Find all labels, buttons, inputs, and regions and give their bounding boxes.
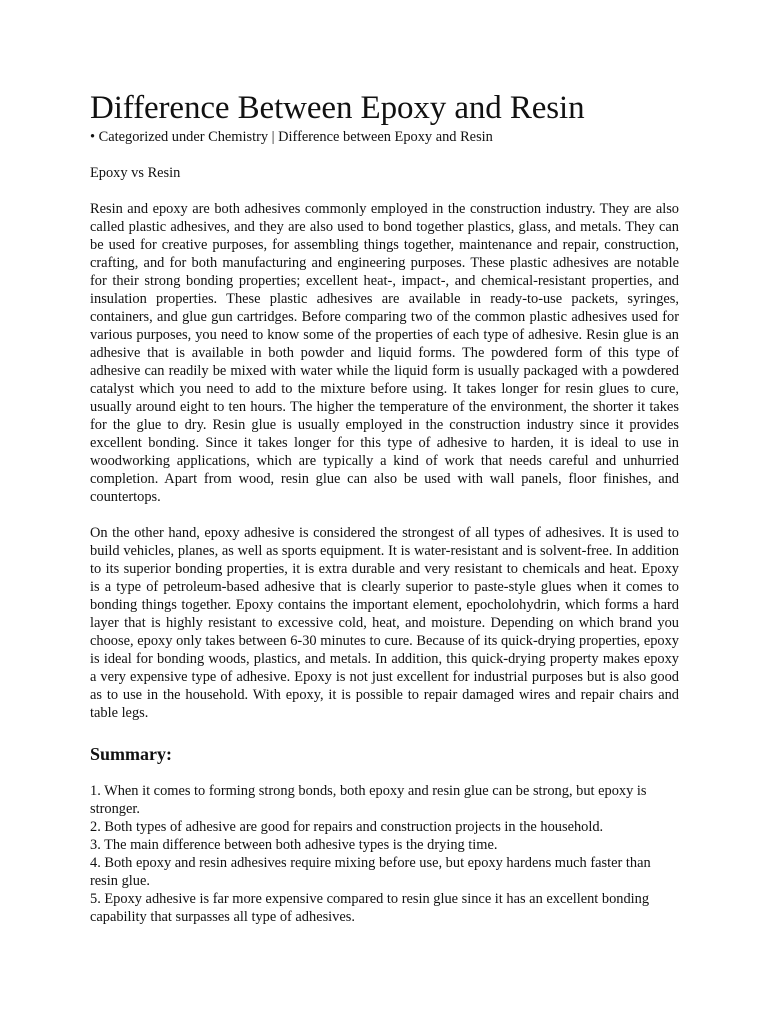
summary-item: 5. Epoxy adhesive is far more expensive compared to resin glue since it has an excellent bonding capability that surpasses all type of adhesives. — [90, 891, 650, 925]
section-subtitle: Epoxy vs Resin — [90, 165, 181, 181]
summary-item: 2. Both types of adhesive are good for repairs and construction projects in the household. — [90, 819, 604, 835]
body-paragraph-epoxy: On the other hand, epoxy adhesive is considered the strongest of all types of adhesives. It is used to build vehicles, planes, as well as sports equipment. It is water-resistant and is solvent-free. In addition to its superior bonding properties, it is extra durable and very resistant to chemicals and heat. Epoxy is a type of petroleum-based adhesive that is clearly superior to paste-style glues when it comes to bonding things together. Epoxy contains the important element, epocholohydrin, which forms a hard layer that is highly resistant to excessive cold, heat, and moisture. Depending on which brand you choose, epoxy only takes between 6-30 minutes to cure. Because of its quick-drying properties, epoxy is ideal for bonding woods, plastics, and metals. In addition, this quick-drying property makes epoxy a very expensive type of adhesive. Epoxy is not just excellent for industrial purposes but is also good as to use in the household. With epoxy, it is possible to repair damaged wires and repair chairs and table legs. — [90, 525, 679, 721]
page-title: Difference Between Epoxy and Resin — [90, 90, 585, 126]
body-paragraph-resin: Resin and epoxy are both adhesives commonly employed in the construction industry. They are also called plastic adhesives, and they are also used to bond together plastics, glass, and metals. They can be used for creative purposes, for assembling things together, maintenance and repair, construction, crafting, and for both manufacturing and engineering purposes. These plastic adhesives are notable for their strong bonding properties; excellent heat-, impact-, and chemical-resistant properties, and insulation properties. These plastic adhesives are available in ready-to-use packets, syringes, containers, and glue gun cartridges. Before comparing two of the common plastic adhesives used for various purposes, you need to know some of the properties of each type of adhesive. Resin glue is an adhesive that is available in both powder and liquid forms. The powdered form of this type of adhesive can readily be mixed with water while the liquid form is usually packaged with a powdered catalyst which you need to add to the mixture before using. It takes longer for resin glues to cure, usually around eight to ten hours. The higher the temperature of the environment, the shorter it takes for the glue to dry. Resin glue is usually employed in the construction industry since it provides excellent bonding. Since it takes longer for this type of adhesive to harden, it is ideal to use in woodworking applications, which are typically a kind of work that needs careful and unhurried completion. Apart from wood, resin glue can also be used with wall panels, floor finishes, and countertops. — [90, 201, 679, 505]
summary-item: 1. When it comes to forming strong bonds, both epoxy and resin glue can be strong, but epoxy is stronger. — [90, 783, 647, 817]
summary-item: 4. Both epoxy and resin adhesives require mixing before use, but epoxy hardens much faster than resin glue. — [90, 855, 651, 889]
document-page — [90, 88, 679, 926]
summary-heading: Summary: — [90, 744, 172, 764]
category-line: • Categorized under Chemistry | Difference between Epoxy and Resin — [90, 129, 493, 145]
summary-item: 3. The main difference between both adhesive types is the drying time. — [90, 837, 498, 853]
summary-list — [90, 782, 679, 926]
